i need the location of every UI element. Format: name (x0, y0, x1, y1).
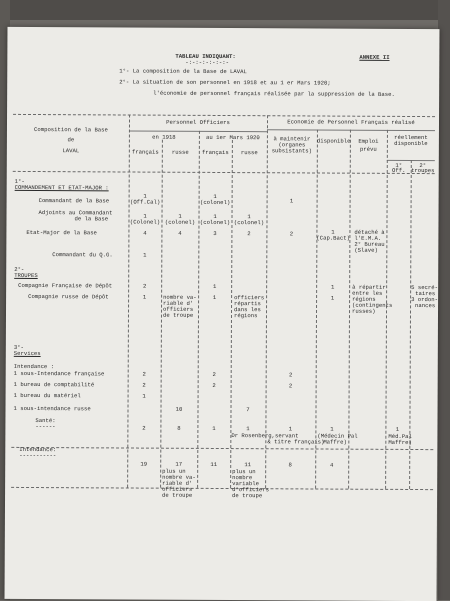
cell-cpt-fr18: 2 (142, 381, 146, 389)
col-1920-header: au 1er Mars 1920 (206, 133, 260, 142)
total-ru20-5: de troupe (232, 492, 263, 500)
col-troupes-header-2: troupes (410, 166, 435, 175)
cell-adj-ru20: 1 (247, 213, 251, 221)
cell-san-off-b: Méd.Pal (388, 432, 412, 440)
cell-cru-ru20-2: répartis (234, 300, 261, 308)
cell-san-dispo-c: Maffre) (323, 438, 347, 446)
cell-adj-fr18: 1 (143, 212, 147, 220)
cell-sfr-maint: 2 (288, 371, 293, 379)
cell-cfr-troupes-3: 3 ordon- (411, 295, 438, 304)
cell-em-emploi-2: l'E.M.A. (354, 234, 382, 242)
cell-cfr-troupes-2: taires (415, 290, 436, 298)
cell-cru-ru18-1: nombre va- (163, 293, 197, 301)
col-fr20-header: français (201, 148, 229, 157)
row-adjoints-label-2: de la Base (74, 215, 109, 223)
header-line-3: l'économie de personnel français réalisée par la suppression de la Base. (153, 89, 395, 98)
cell-em-dispo-b: (Cap.Bact) (316, 234, 350, 242)
sante-underline: ------ (35, 423, 56, 431)
col-reel-header-1: réellement (394, 133, 428, 142)
cell-san-off-c: Maffre) (388, 438, 412, 446)
document-sheet (5, 27, 440, 601)
cell-em-emploi-3: 2° Bureau (354, 240, 385, 248)
total-fr20: 11 (210, 460, 218, 468)
col-ru18-header: russe (171, 148, 189, 156)
total-fr18: 19 (140, 460, 148, 468)
cell-cfr-fr18: 2 (142, 282, 147, 290)
total-ru20-2: nombre (232, 474, 253, 482)
total-maint: 8 (288, 461, 292, 469)
cell-adj-ru20-b: (colonel) (233, 219, 265, 227)
title-underline: -:-:-:-:-:-:- (185, 58, 229, 67)
cell-cru-ru20-1: officiers (234, 294, 265, 302)
total-dispo: 4 (330, 461, 334, 469)
col-emploi-header-2: prévu (359, 145, 377, 153)
cell-cpt-maint: 2 (288, 382, 293, 390)
cell-cfr-troupes-1: 5 secré- (411, 283, 439, 292)
total-ru18-2: nombre va- (162, 473, 196, 481)
sante-heading: Santé: (35, 417, 56, 425)
total-ru20-3: variable (232, 480, 259, 488)
comp-header-2: de (67, 136, 75, 144)
cell-em-fr20: 3 (213, 229, 217, 237)
cell-em-dispo: 1 (331, 228, 335, 236)
intendance-heading: Intendance : (13, 362, 55, 371)
total-ru18-5: de troupe (162, 491, 193, 499)
cell-san-off: 1 (395, 425, 400, 433)
total-ru18-1: plus un (162, 467, 186, 475)
col-off-header-1: 1° (395, 161, 403, 169)
total-ru18-4: officiers (162, 485, 193, 493)
table-top-rule (13, 114, 435, 117)
cell-cmd-fr18-b: (Off.Cal) (129, 198, 161, 206)
cell-em-emploi-1: détaché à (354, 228, 385, 236)
col-maint-header-1: à maintenir (273, 135, 311, 143)
table-bottom-rule (11, 487, 433, 490)
cell-cfr-emploi-3: régions (352, 295, 376, 303)
col-maint-header-2: (organes (278, 141, 306, 149)
cell-qg-fr18: 1 (143, 251, 147, 259)
comp-header-1: Composition de la Base (34, 126, 108, 134)
cell-san-ru20-b: Dr Rosenberg,servant (231, 432, 299, 440)
cell-em-emploi-4: (Slave) (354, 246, 378, 254)
cell-adj-fr20: 1 (213, 212, 217, 220)
comp-header-3: LAVAL (62, 147, 80, 155)
header-line-2: 2°- La situation de son personnel en 1918 et au 1 er Mars 1920; (119, 78, 331, 87)
cell-cpt-fr20: 2 (212, 381, 216, 389)
cell-adj-fr18-b: (Colonel) (129, 218, 161, 226)
col-off-header-2: Off. (392, 166, 406, 174)
cell-san-dispo-b: (Médecin Pal (317, 432, 358, 440)
section-1-number: 1°- (14, 177, 25, 185)
total-ru20-1: plus un (232, 468, 256, 476)
cell-san-maint-b: & titre français) (267, 438, 325, 446)
cell-cmd-maint: 1 (289, 197, 294, 205)
cell-cfr-troupes-4: nances (415, 302, 436, 310)
cell-sfr-fr18: 2 (142, 370, 146, 378)
cell-adj-ru18: 1 (178, 212, 182, 220)
row-compagnie-ru-label: Compagnie russe de Dépôt (28, 292, 109, 301)
totals-rule (11, 447, 433, 450)
section-2-title: TROUPES (14, 271, 38, 280)
cell-em-ru18: 4 (178, 229, 182, 237)
total-ru20: 11 (244, 461, 252, 469)
section-1-title: COMMANDEMENT ET ETAT-MAJOR : (14, 183, 109, 192)
row-compagnie-fr-label: Compagnie Française de Dépôt (18, 281, 113, 290)
cell-san-maint: 1 (288, 425, 293, 433)
row-etat-major-label: Etat-Major de la Base (26, 228, 97, 237)
background-wall (0, 0, 450, 20)
cell-adj-ru18-b: (colonel) (164, 218, 196, 226)
annex-label: ANNEXE II (359, 53, 390, 61)
col-ru20-header: russe (240, 149, 258, 157)
cell-san-ru18: 8 (177, 424, 181, 432)
col-rule-3 (197, 131, 200, 488)
cell-san-fr20: 1 (212, 424, 216, 432)
cell-em-ru20: 2 (247, 230, 251, 238)
col-emploi-header-1: Emploi (358, 137, 379, 145)
col-reel-header-2: disponible (394, 139, 428, 148)
cell-cfr-emploi-2: entre les (352, 289, 383, 297)
row-commandant-qg-label: Commandant du Q.G. (52, 251, 113, 259)
cell-cfr-emploi-4: (contingents (352, 301, 393, 309)
intendance-bottom-underline: ----------- (19, 451, 57, 460)
economy-header: Economie de Personnel Français réalisé (287, 118, 415, 127)
cell-cfr-dispo: 1 (330, 283, 335, 291)
cell-cmd-fr20: 1 (213, 192, 217, 200)
cell-cru-fr20: 1 (212, 293, 217, 301)
cell-cru-ru20-4: régions (233, 312, 258, 320)
cell-cfr-fr20: 1 (212, 282, 217, 290)
cell-cru-fr18: 1 (142, 293, 147, 301)
col-fr18-header: français (131, 148, 159, 156)
cell-adj-fr20-b: (colonel) (199, 218, 231, 227)
cell-cru-ru18-4: de troupe (162, 311, 194, 319)
document-title: TABLEAU INDIQUANT: (175, 52, 236, 61)
col-troupes-header-1: 2° (419, 162, 427, 170)
cell-cru-dispo: 1 (330, 294, 335, 302)
row-sous-intendance-fr-label: 1 sous-Intendance française (13, 369, 105, 378)
row-adjoints-label-1: Adjoints au Commandant (38, 209, 113, 217)
row-sous-intendance-ru-label: 1 sous-intendance russe (13, 404, 91, 413)
cell-san-ru20: 1 (246, 425, 250, 433)
cell-cfr-emploi-1: à répartir (352, 283, 386, 291)
cell-cru-ru18-3: officiers (163, 305, 194, 313)
row-materiel-label: 1 bureau du matériel (13, 391, 81, 400)
cell-mat-fr18: 1 (142, 392, 146, 400)
cell-sru-ru20: 7 (246, 406, 250, 414)
header-bottom-rule (13, 171, 435, 174)
header-line-1: 1°- La composition de la Base de LAVAL (119, 67, 247, 76)
cell-cru-ru18-2: riable d' (163, 299, 194, 307)
cell-em-fr18: 4 (143, 229, 147, 237)
cell-san-dispo: 1 (330, 425, 334, 433)
cell-cfr-emploi-5: russes) (351, 307, 376, 315)
col-dispo-header: disponible (316, 137, 351, 145)
cell-san-fr18: 2 (142, 424, 146, 432)
total-ru18: 17 (175, 460, 183, 468)
section-3-title: Services (13, 349, 41, 358)
officers-header: Personnel Officiers (166, 118, 230, 127)
row-commandant-label: Commandant de la Base (38, 197, 110, 205)
intendance-bottom-heading: Intendance: (19, 445, 57, 454)
section-3-number: 3°- (13, 343, 24, 351)
cell-sru-ru18: 10 (175, 405, 183, 413)
cell-em-maint: 2 (289, 230, 294, 238)
cell-cmd-fr20-b: (colonel) (199, 198, 231, 207)
cell-cru-ru20-3: dans les (234, 306, 261, 314)
cell-sfr-fr20: 2 (212, 370, 216, 378)
total-ru20-4: d'officiers (232, 486, 270, 494)
section-2-number: 2°- (14, 265, 25, 273)
background-right-edge (438, 0, 450, 600)
total-ru18-3: riable d' (162, 479, 193, 487)
cell-cmd-fr18: 1 (143, 192, 147, 200)
col-maint-header-3: subsistants) (271, 147, 313, 155)
col-1918-header: en 1918 (152, 133, 176, 141)
row-comptabilite-label: 1 bureau de comptabilité (13, 380, 95, 389)
